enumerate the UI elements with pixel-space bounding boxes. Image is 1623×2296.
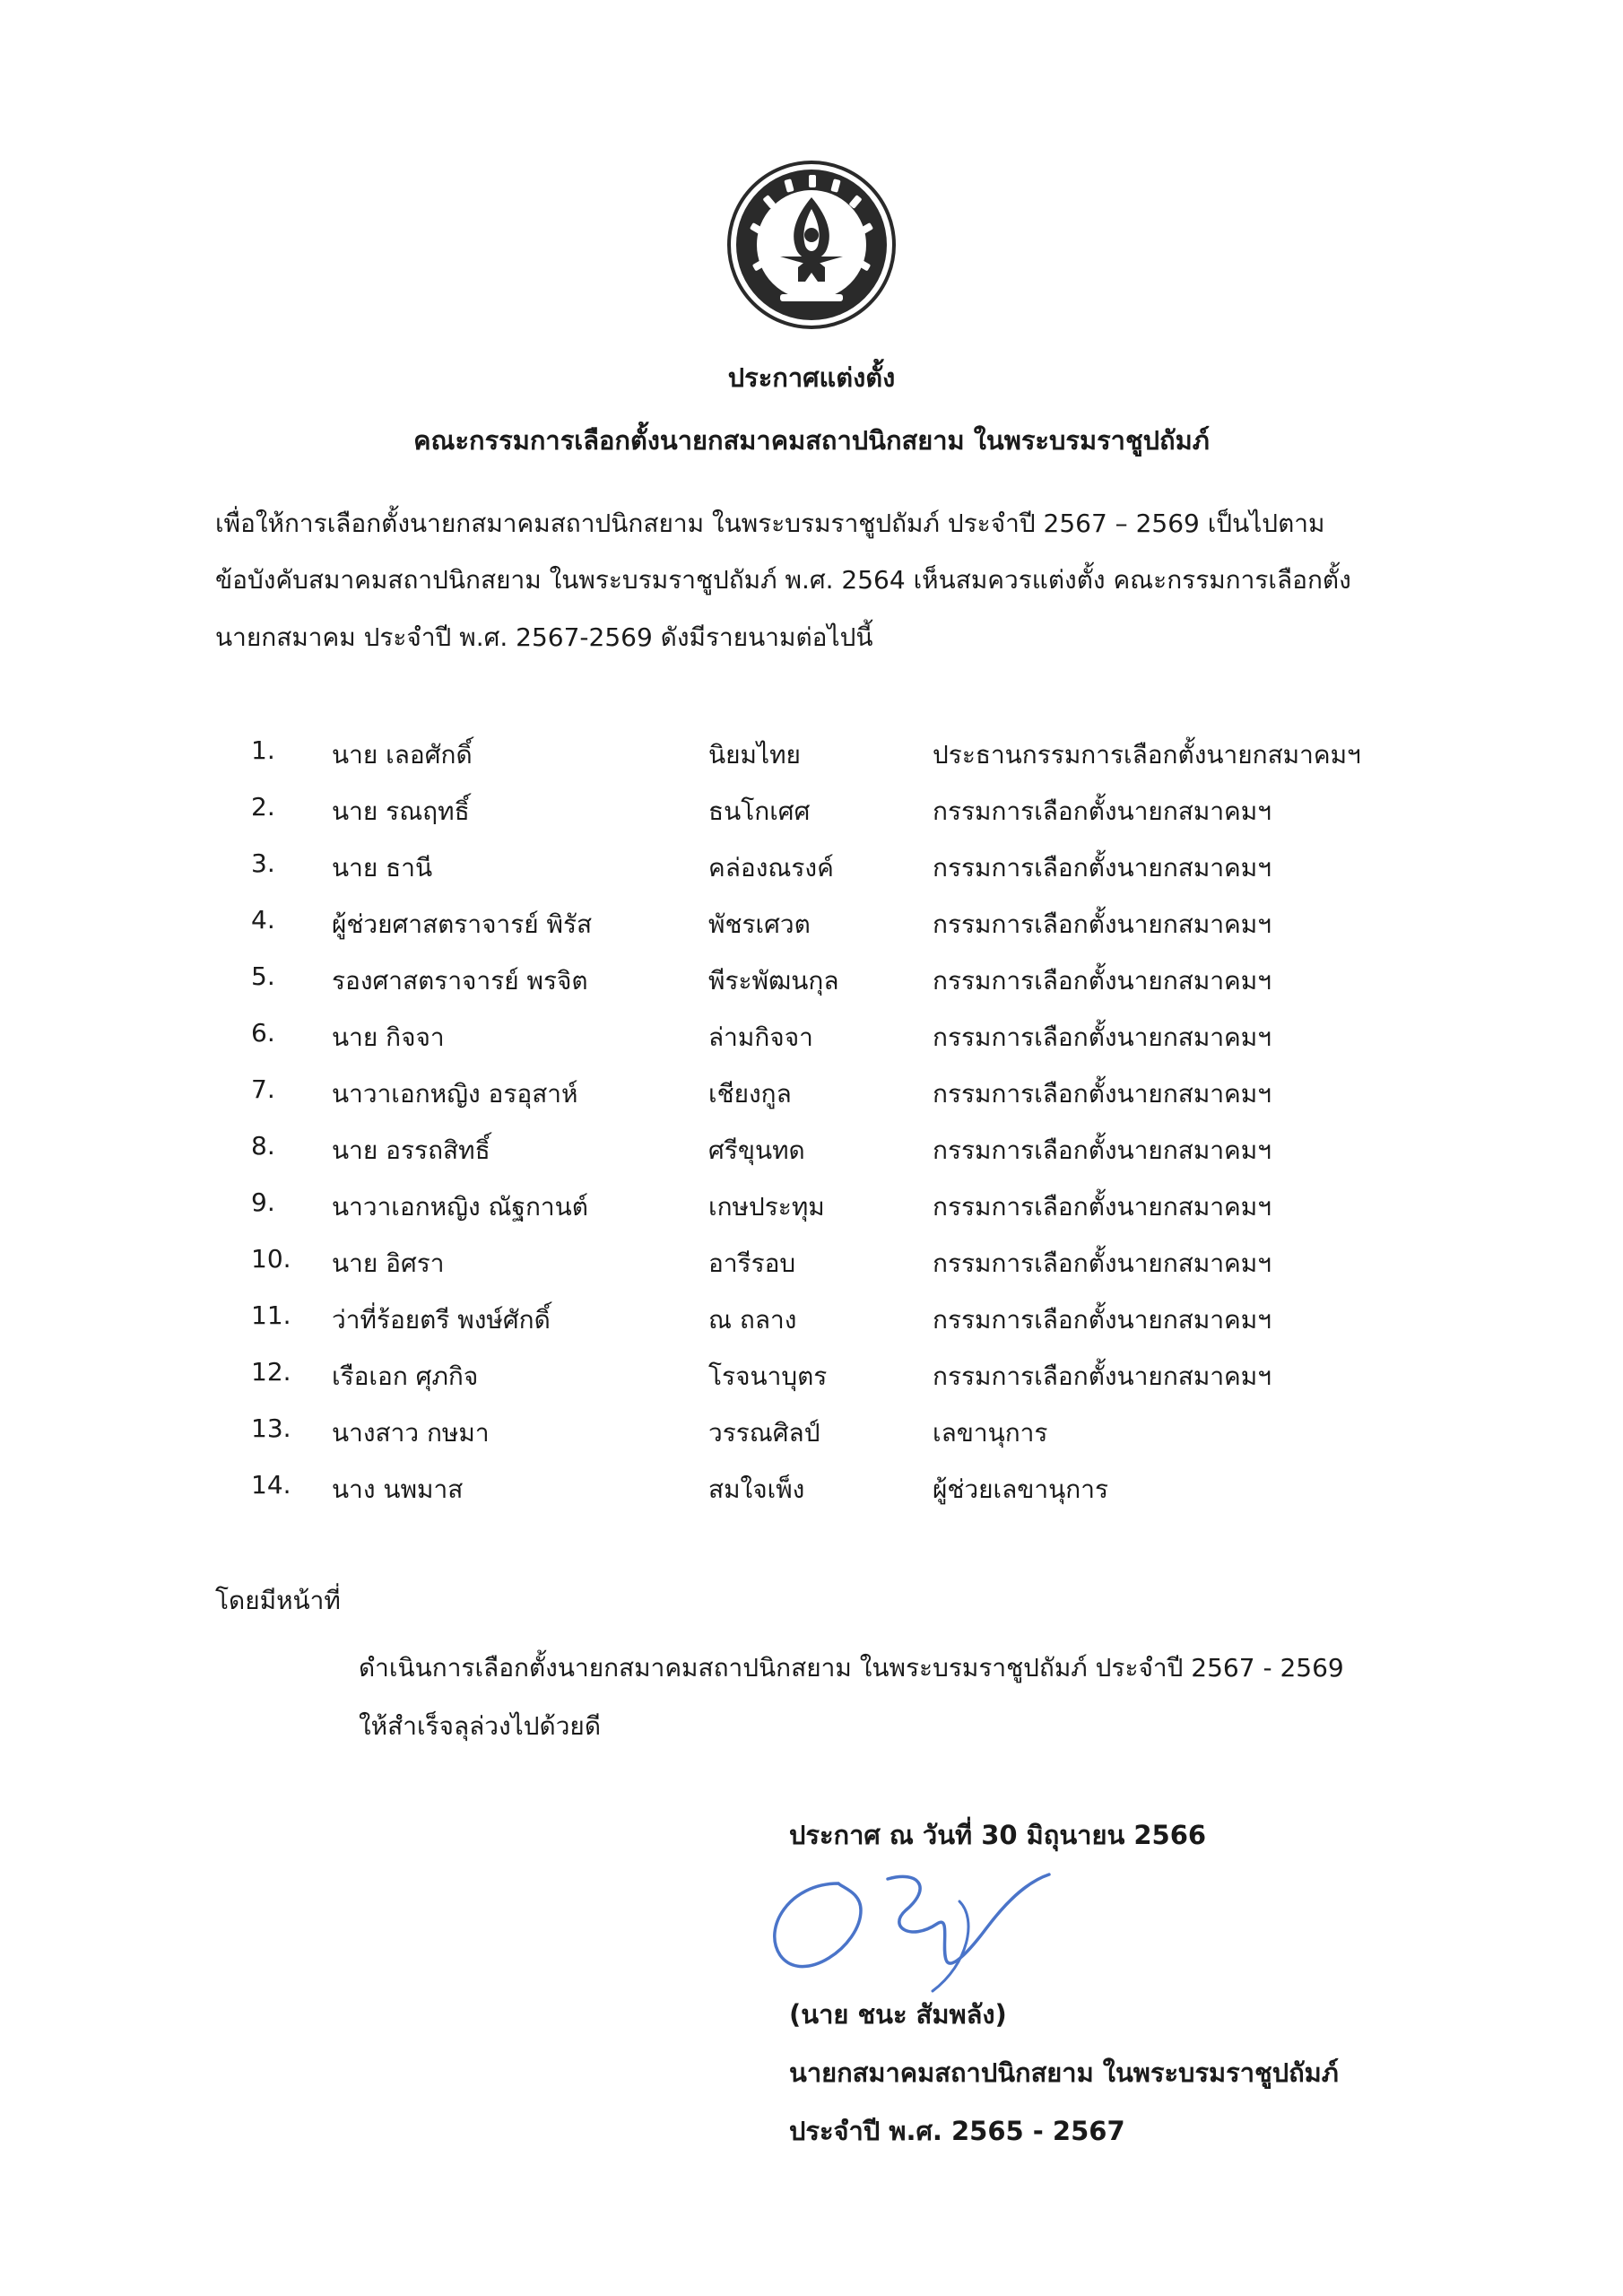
member-role: กรรมการเลือกตั้งนายกสมาคมฯ <box>933 1022 1271 1052</box>
member-number: 13. <box>251 1413 291 1443</box>
member-role: ประธานกรรมการเลือกตั้งนายกสมาคมฯ <box>933 740 1361 770</box>
duty-line-1: ดำเนินการเลือกตั้งนายกสมาคมสถาปนิกสยาม ในพระบรมราชูปถัมภ์ ประจำปี 2567 - 2569 <box>359 1653 1344 1683</box>
page-subtitle: คณะกรรมการเลือกตั้งนายกสมาคมสถาปนิกสยาม ในพระบรมราชูปถัมภ์ <box>413 425 1210 456</box>
member-last-name: อารีรอบ <box>708 1248 796 1278</box>
member-first-name: นาวาเอกหญิง อรอุสาห์ <box>332 1079 578 1109</box>
list-item <box>251 735 1417 780</box>
member-last-name: วรรณศิลป์ <box>708 1418 820 1448</box>
list-item <box>251 1357 1417 1402</box>
member-role: กรรมการเลือกตั้งนายกสมาคมฯ <box>933 966 1271 996</box>
member-role: กรรมการเลือกตั้งนายกสมาคมฯ <box>933 853 1271 883</box>
member-last-name: สมใจเพ็ง <box>708 1474 805 1504</box>
member-last-name: พีระพัฒนกุล <box>708 966 839 996</box>
intro-line-1: เพื่อให้การเลือกตั้งนายกสมาคมสถาปนิกสยาม ในพระบรมราชูปถัมภ์ ประจำปี 2567 – 2569 เป็นไปตาม <box>215 509 1325 538</box>
list-item <box>251 792 1417 837</box>
member-number: 3. <box>251 848 275 878</box>
list-item <box>251 905 1417 950</box>
member-first-name: นาย ธานี <box>332 853 433 883</box>
member-number: 8. <box>251 1131 275 1161</box>
member-role: กรรมการเลือกตั้งนายกสมาคมฯ <box>933 1135 1271 1165</box>
announcement-date: ประกาศ ณ วันที่ 30 มิถุนายน 2566 <box>789 1820 1207 1850</box>
member-role: กรรมการเลือกตั้งนายกสมาคมฯ <box>933 1079 1271 1109</box>
member-role: เลขานุการ <box>933 1418 1048 1448</box>
member-first-name: นาง นพมาส <box>332 1474 464 1504</box>
member-number: 7. <box>251 1074 275 1104</box>
member-first-name: นาย อิศรา <box>332 1248 445 1278</box>
member-role: กรรมการเลือกตั้งนายกสมาคมฯ <box>933 1305 1271 1335</box>
member-last-name: เกษประทุม <box>708 1192 825 1222</box>
member-role: กรรมการเลือกตั้งนายกสมาคมฯ <box>933 1361 1271 1391</box>
member-number: 6. <box>251 1018 275 1048</box>
member-number: 11. <box>251 1300 291 1330</box>
member-last-name: ล่ามกิจจา <box>708 1022 813 1052</box>
member-first-name: นาย อรรถสิทธิ์ <box>332 1135 490 1165</box>
member-last-name: พัชรเศวต <box>708 909 811 939</box>
member-first-name: นาย กิจจา <box>332 1022 445 1052</box>
list-item <box>251 1300 1417 1345</box>
signer-name: (นาย ชนะ สัมพลัง) <box>789 1999 1007 2030</box>
association-seal-icon <box>726 160 897 330</box>
member-number: 2. <box>251 792 275 822</box>
intro-line-2: ข้อบังคับสมาคมสถาปนิกสยาม ในพระบรมราชูปถัมภ์ พ.ศ. 2564 เห็นสมควรแต่งตั้ง คณะกรรมการเลือกตั้ง <box>215 565 1351 595</box>
signature-icon <box>753 1848 1085 2009</box>
member-first-name: เรือเอก ศุภกิจ <box>332 1361 479 1391</box>
member-first-name: นาย รณฤทธิ์ <box>332 796 470 826</box>
duty-line-2: ให้สำเร็จลุล่วงไปด้วยดี <box>359 1711 602 1741</box>
list-item <box>251 961 1417 1006</box>
member-role: กรรมการเลือกตั้งนายกสมาคมฯ <box>933 1192 1271 1222</box>
list-item <box>251 1187 1417 1232</box>
list-item <box>251 1470 1417 1515</box>
member-first-name: ผู้ช่วยศาสตราจารย์ พิรัส <box>332 909 593 939</box>
member-role: ผู้ช่วยเลขานุการ <box>933 1474 1108 1504</box>
member-number: 14. <box>251 1470 291 1500</box>
list-item <box>251 1074 1417 1119</box>
list-item <box>251 1244 1417 1289</box>
list-item <box>251 1413 1417 1458</box>
member-first-name: รองศาสตราจารย์ พรจิต <box>332 966 588 996</box>
member-last-name: คล่องณรงค์ <box>708 853 834 883</box>
page-title: ประกาศแต่งตั้ง <box>727 362 896 393</box>
member-last-name: เชียงกูล <box>708 1079 792 1109</box>
member-role: กรรมการเลือกตั้งนายกสมาคมฯ <box>933 796 1271 826</box>
member-number: 4. <box>251 905 275 935</box>
member-last-name: ณ ถลาง <box>708 1305 797 1335</box>
member-role: กรรมการเลือกตั้งนายกสมาคมฯ <box>933 1248 1271 1278</box>
member-role: กรรมการเลือกตั้งนายกสมาคมฯ <box>933 909 1271 939</box>
member-first-name: นางสาว กษมา <box>332 1418 490 1448</box>
list-item <box>251 1018 1417 1063</box>
member-number: 12. <box>251 1357 291 1387</box>
intro-line-3: นายกสมาคม ประจำปี พ.ศ. 2567-2569 ดังมีรายนามต่อไปนี้ <box>215 622 873 652</box>
member-number: 1. <box>251 735 275 765</box>
member-number: 5. <box>251 961 275 991</box>
member-first-name: นาวาเอกหญิง ณัฐกานต์ <box>332 1192 588 1222</box>
member-first-name: นาย เลอศักดิ์ <box>332 740 473 770</box>
duties-label: โดยมีหน้าที่ <box>215 1586 341 1615</box>
member-first-name: ว่าที่ร้อยตรี พงษ์ศักดิ์ <box>332 1305 551 1335</box>
member-number: 10. <box>251 1244 291 1274</box>
signer-term: ประจำปี พ.ศ. 2565 - 2567 <box>789 2116 1125 2146</box>
member-last-name: นิยมไทย <box>708 740 801 770</box>
member-last-name: ธนโกเศศ <box>708 796 811 826</box>
list-item <box>251 848 1417 893</box>
member-last-name: ศรีขุนทด <box>708 1135 805 1165</box>
list-item <box>251 1131 1417 1176</box>
member-number: 9. <box>251 1187 275 1217</box>
member-last-name: โรจนาบุตร <box>708 1361 828 1391</box>
signer-position: นายกสมาคมสถาปนิกสยาม ในพระบรมราชูปถัมภ์ <box>789 2057 1339 2088</box>
